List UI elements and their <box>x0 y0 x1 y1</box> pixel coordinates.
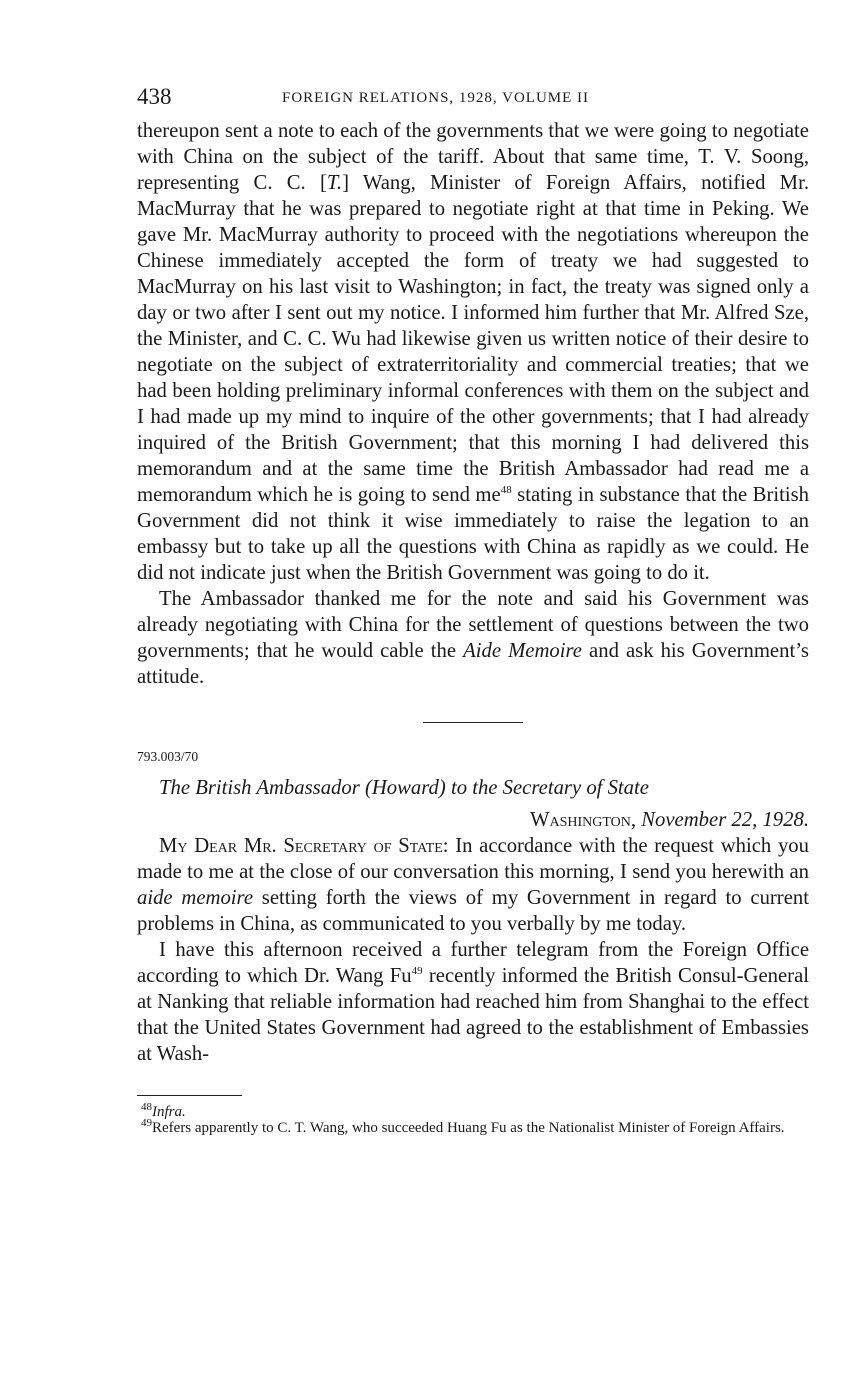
footnotes <box>137 1101 809 1136</box>
document-page <box>137 82 809 1136</box>
paragraph <box>137 586 809 690</box>
paragraph-text: and ask his Government’s attitude. <box>137 640 809 688</box>
paragraph-text: ] Wang, Minister of Foreign Affairs, notified Mr. MacMurray that he was prepared to negotiate right at that time in Peking. We gave Mr. MacMurray authority to proceed with the negotiations whereupon the Chinese immediately accepted the form of treaty we had suggested to MacMurray on his last visit to Washington; in fact, the treaty was signed only a day or two after I sent out my notice. I informed him further that Mr. Alfred Sze, the Minister, and C. C. Wu had likewise given us written notice of their desire to negotiate on the subject of extraterritoriality and commercial treaties; that we had been holding preliminary informal conferences with them on the subject and I had made up my mind to inquire of the other governments; that I had already inquired of the British Government; that this morning I had delivered this memorandum and at the same time the British Ambassador had read me a memorandum which he is going to send me <box>137 172 809 506</box>
salutation: My Dear Mr. Secretary of State: <box>159 835 449 857</box>
footnote-text: Refers apparently to C. T. Wang, who succeeded Huang Fu as the Nationalist Minister of Foreign Affairs. <box>152 1120 785 1136</box>
footnote-text: Infra. <box>152 1104 186 1120</box>
paragraph-text: I have this afternoon received a further telegram from the Foreign Office according to which Dr. Wang Fu <box>137 939 809 987</box>
letter-body <box>137 833 809 1067</box>
file-number: 793.003/70 <box>137 749 199 764</box>
paragraph-text: thereupon sent a note to each of the governments that we were going to negotiate with China on the subject of the tariff. About that same time, T. V. Soong, representing C. C. [ <box>137 120 809 194</box>
paragraph-text: setting forth the views of my Government in regard to current problems in China, as communicated to you verbally by me today. <box>137 887 809 935</box>
paragraph <box>137 937 809 1067</box>
section-divider <box>423 722 523 723</box>
italic-term: Aide Memoire <box>463 640 582 662</box>
footnote-ref: 48 <box>500 484 512 497</box>
paragraph-text: recently informed the British Consul-General at Nanking that reliable information had reached him from Shanghai to the effect that the United States Government had agreed to the establishment of Embassies at Wash- <box>137 965 809 1065</box>
paragraph-text: stating in substance that the British Government did not think it wise immediately to raise the legation to an embassy but to take up all the questions with China as rapidly as we could. He did not indicate just when the British Government was going to do it. <box>137 484 809 584</box>
paragraph <box>137 833 809 937</box>
bracket-italic: T. <box>326 172 343 194</box>
footnote-ref: 49 <box>411 965 423 978</box>
page-header <box>137 82 809 118</box>
running-head: FOREIGN RELATIONS, 1928, VOLUME II <box>282 90 590 106</box>
paragraph-continuation <box>137 118 809 586</box>
footnote-number: 49 <box>141 1117 152 1129</box>
footnote <box>137 1101 809 1120</box>
paragraph-text: In accordance with the request which you made to me at the close of our conversation this morning, I send you herewith an <box>137 835 809 883</box>
footnote <box>137 1117 809 1136</box>
paragraph-text: The Ambassador thanked me for the note and said his Government was already negotiating with China for the settlement of questions between the two governments; that he would cable the <box>137 588 809 662</box>
dateline-place: Washington <box>529 809 631 831</box>
italic-term: aide memoire <box>137 887 253 909</box>
document-title: The British Ambassador (Howard) to the Secretary of State <box>159 777 649 799</box>
dateline: Washington, November 22, 1928. <box>529 809 809 831</box>
dateline-date: November 22, 1928. <box>641 809 809 831</box>
footnote-number: 48 <box>141 1101 152 1113</box>
page-number: 438 <box>137 84 172 109</box>
footnote-rule <box>137 1095 242 1096</box>
body-text <box>137 118 809 690</box>
